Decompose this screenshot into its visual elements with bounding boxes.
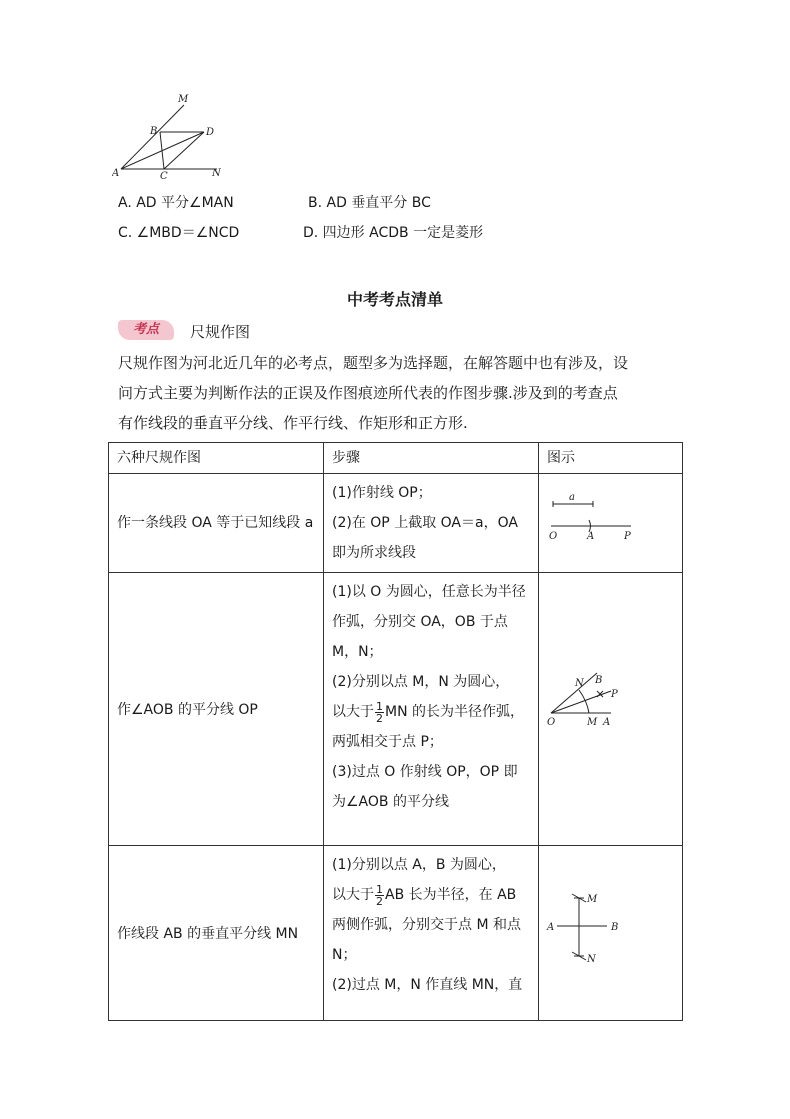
step-text: MN 的长为半径作弧，两弧相交于点 P； [332,704,525,750]
construction-name: 作一条线段 OA 等于已知线段 a [109,474,324,573]
topic-badge: 考点 [118,320,174,340]
frac-num: 1 [376,882,383,896]
step-text: 以大于 [332,704,374,720]
label-A: A [603,717,611,728]
label-N: N [587,954,596,965]
label-B: B [150,126,158,137]
step-text: 以大于 [332,887,374,903]
intro-line: 尺规作图为河北近几年的必考点，题型多为选择题，在解答题中也有涉及，设 [118,354,629,372]
frac-den: 2 [376,711,383,725]
option-a: A. AD 平分∠MAN [118,195,234,211]
diagram-cell [539,474,683,573]
fraction [375,884,384,907]
construction-steps [324,846,539,1021]
label-O: O [547,717,556,728]
step: (3)过点 O 作射线 OP，OP 即为∠AOB 的平分线 [332,764,518,810]
table-row [109,846,683,1021]
label-N: N [212,168,221,179]
rhombus-figure [112,92,232,180]
construction-steps [324,573,539,846]
option-c: C. ∠MBD＝∠NCD [118,225,240,241]
option-d: D. 四边形 ACDB 一定是菱形 [303,225,484,241]
step: (1)作射线 OP； [332,485,432,501]
label-P: P [624,531,631,542]
label-O: O [549,531,558,542]
label-M: M [587,894,598,905]
frac-den: 2 [376,894,383,908]
angle-bisector-diagram [539,573,682,841]
label-N: N [575,678,584,689]
option-b: B. AD 垂直平分 BC [308,195,431,211]
header-cell: 步骤 [324,443,539,474]
step: (2)分别以点 M，N 为圆心， [332,674,510,690]
construction-name: 作线段 AB 的垂直平分线 MN [109,846,324,1021]
step: (2)过点 M，N 作直线 MN，直 [332,977,523,993]
label-M: M [587,717,598,728]
construction-name: 作∠AOB 的平分线 OP [109,573,324,846]
label-A: A [587,531,595,542]
label-C: C [160,171,168,180]
intro-paragraph [118,348,678,438]
label-P: P [611,689,618,700]
construction-table [108,442,683,1021]
step-text: AB 长为半径，在 AB 两侧作弧，分别交于点 M 和点 N； [332,887,521,963]
section-title: 中考考点清单 [346,290,443,309]
diagram-cell [539,573,683,846]
step [332,880,530,970]
header-cell: 图示 [539,443,683,474]
diagram-cell [539,846,683,1021]
table-header-row [109,443,683,474]
step: (1)以 O 为圆心，任意长为半径作弧，分别交 OA，OB 于点 M，N； [332,584,526,660]
label-A: A [112,168,120,179]
table-row [109,474,683,573]
label-A: A [547,922,555,933]
construction-steps [324,474,539,573]
segment-CD [164,132,204,169]
label-B: B [595,675,603,686]
topic-title: 尺规作图 [190,323,251,341]
label-M: M [178,94,189,105]
label-B: B [611,922,619,933]
perpendicular-bisector-diagram [539,846,682,1016]
segment-diagram [539,474,682,564]
label-D: D [206,127,215,138]
table-row [109,573,683,846]
intro-line: 问方式主要为判断作法的正误及作图痕迹所代表的作图步骤.涉及到的考查点 [118,384,618,402]
step: (1)分别以点 A，B 为圆心， [332,857,506,873]
fraction [375,701,384,724]
step: (2)在 OP 上截取 OA＝a，OA 即为所求线段 [332,515,518,561]
label-a: a [569,492,575,503]
header-cell: 六种尺规作图 [109,443,324,474]
intro-line: 有作线段的垂直平分线、作平行线、作矩形和正方形. [118,414,468,432]
frac-num: 1 [376,699,383,713]
step [332,697,530,757]
